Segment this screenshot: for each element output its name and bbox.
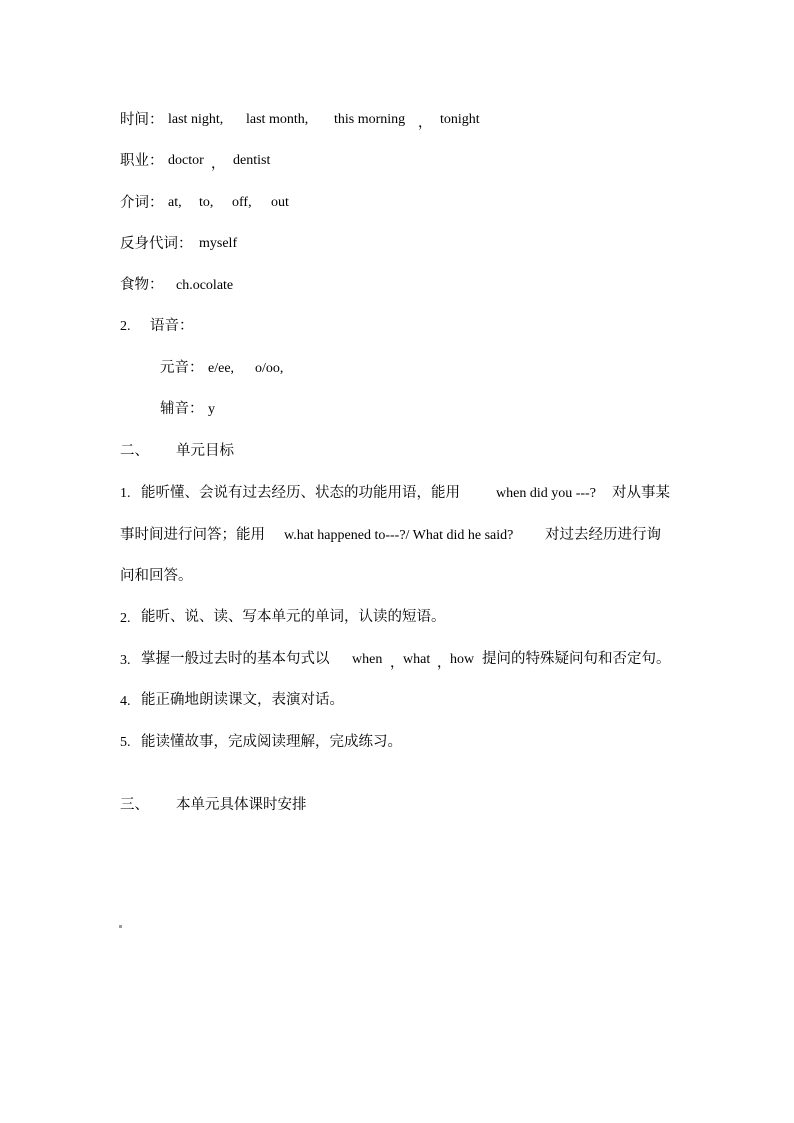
item1-text-e: w.hat happened to---?/ What did he said? bbox=[284, 528, 514, 543]
time-word-4: tonight bbox=[440, 112, 480, 127]
prep-word-1: at, bbox=[168, 195, 182, 210]
item5-text: 能读懂故事，完成阅读理解，完成练习。 bbox=[141, 734, 402, 750]
consonant-label: 辅音： bbox=[160, 401, 204, 417]
vocab-prep-label: 介词： bbox=[120, 195, 164, 211]
item3-text-a: 掌握一般过去时的基本句式以 bbox=[141, 651, 330, 667]
item4-number: 4. bbox=[120, 694, 131, 709]
vocab-reflexive-label: 反身代词： bbox=[120, 236, 193, 252]
item1-text-g: 问和回答。 bbox=[120, 568, 193, 584]
item1-text-f: 对过去经历进行询 bbox=[545, 527, 661, 543]
vowel-text-1: e/ee, bbox=[208, 361, 235, 376]
consonant-text: y bbox=[208, 402, 215, 417]
phonetics-number: 2. bbox=[120, 319, 131, 334]
item1-number: 1. bbox=[120, 486, 131, 501]
job-word-1: doctor bbox=[168, 153, 204, 168]
item3-text-b: when bbox=[352, 652, 383, 667]
item2-text: 能听、说、读、写本单元的单词，认读的短语。 bbox=[141, 609, 446, 625]
time-word-2: last month, bbox=[246, 112, 309, 127]
food-word: ch.ocolate bbox=[176, 278, 234, 293]
time-word-1: last night, bbox=[168, 112, 224, 127]
prep-word-4: out bbox=[271, 195, 289, 210]
item4-text: 能正确地朗读课文，表演对话。 bbox=[141, 692, 344, 708]
vocab-job-label: 职业： bbox=[120, 153, 164, 169]
section2-number: 二、 bbox=[120, 443, 149, 459]
item3-sep-2: ， bbox=[437, 656, 451, 671]
vowel-text-2: o/oo, bbox=[255, 361, 284, 376]
vocab-time-line bbox=[120, 108, 164, 129]
vowel-label: 元音： bbox=[160, 360, 204, 376]
time-word-3: this morning bbox=[334, 112, 406, 127]
item3-text-f: how bbox=[450, 652, 475, 667]
job-word-2: dentist bbox=[233, 153, 271, 168]
item3-number: 3. bbox=[120, 653, 131, 668]
job-sep: ， bbox=[211, 157, 225, 172]
section2-heading: 单元目标 bbox=[176, 443, 234, 459]
prep-word-2: to, bbox=[199, 195, 214, 210]
section3-number: 三、 bbox=[120, 797, 149, 813]
vocab-time-label: 时间： bbox=[120, 112, 164, 128]
stray-mark bbox=[119, 925, 122, 928]
phonetics-title: 语音： bbox=[150, 318, 194, 334]
time-sep: ， bbox=[418, 116, 432, 131]
item1-text-d: 事时间进行问答；能用 bbox=[120, 527, 265, 543]
item1-text-b: when did you ---? bbox=[496, 486, 596, 501]
item2-number: 2. bbox=[120, 611, 131, 626]
reflexive-word: myself bbox=[199, 236, 238, 251]
vocab-food-label: 食物： bbox=[120, 277, 164, 293]
section3-heading: 本单元具体课时安排 bbox=[176, 797, 307, 813]
prep-word-3: off, bbox=[232, 195, 252, 210]
item3-text-d: what bbox=[403, 652, 431, 667]
item1-text-a: 能听懂、会说有过去经历、状态的功能用语，能用 bbox=[141, 485, 460, 501]
item3-sep-1: ， bbox=[390, 656, 404, 671]
item1-text-c: 对从事某 bbox=[612, 485, 670, 501]
item3-text-g: 提问的特殊疑问句和否定句。 bbox=[482, 651, 671, 667]
item5-number: 5. bbox=[120, 735, 131, 750]
